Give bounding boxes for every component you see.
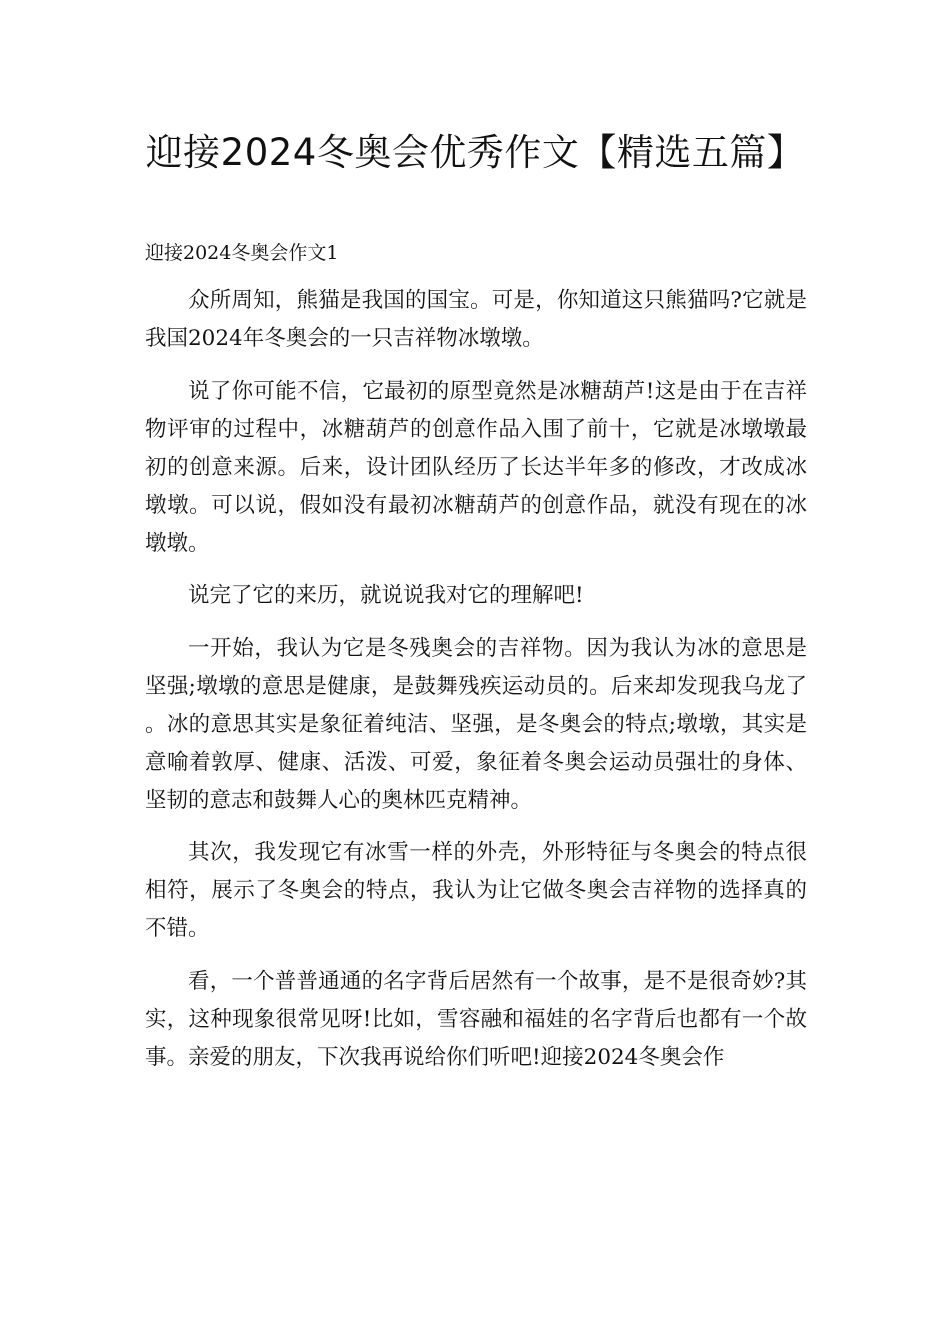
paragraph-3: 说完了它的来历，就说说我对它的理解吧! xyxy=(188,583,584,608)
paragraph-2: 说了你可能不信，它最初的原型竟然是冰糖葫芦!这是由于在吉祥物评审的过程中，冰糖葫芦的创意作品入围了前十，它就是冰墩墩最初的创意来源。后来，设计团队经历了长达半年多的修改，才改成冰墩墩。可以说，假如没有最初冰糖葫芦的创意作品，就没有现在的冰墩墩。 xyxy=(145,378,807,556)
section-subtitle: 迎接2024冬奥会作文1 xyxy=(145,242,339,264)
paragraph-6: 看，一个普普通通的名字背后居然有一个故事，是不是很奇妙?其实，这种现象很常见呀!比如，雪容融和福娃的名字背后也都有一个故事。亲爱的朋友，下次我再说给你们听吧!迎接2024冬奥会作 xyxy=(145,968,807,1070)
paragraph-4: 一开始，我认为它是冬残奥会的吉祥物。因为我认为冰的意思是坚强;墩墩的意思是健康，是鼓舞残疾运动员的。后来却发现我乌龙了。冰的意思其实是象征着纯洁、坚强，是冬奥会的特点;墩墩，其实是意喻着敦厚、健康、活泼、可爱，象征着冬奥会运动员强壮的身体、坚韧的意志和鼓舞人心的奥林匹克精神。 xyxy=(145,635,807,813)
document-title: 迎接2024冬奥会优秀作文【精选五篇】 xyxy=(145,131,805,174)
article-body xyxy=(145,282,807,1091)
paragraph-5: 其次，我发现它有冰雪一样的外壳，外形特征与冬奥会的特点很相符，展示了冬奥会的特点，我认为让它做冬奥会吉祥物的选择真的不错。 xyxy=(145,840,807,941)
paragraph-1: 众所周知，熊猫是我国的国宝。可是，你知道这只熊猫吗?它就是我国2024年冬奥会的一只吉祥物冰墩墩。 xyxy=(145,288,807,351)
